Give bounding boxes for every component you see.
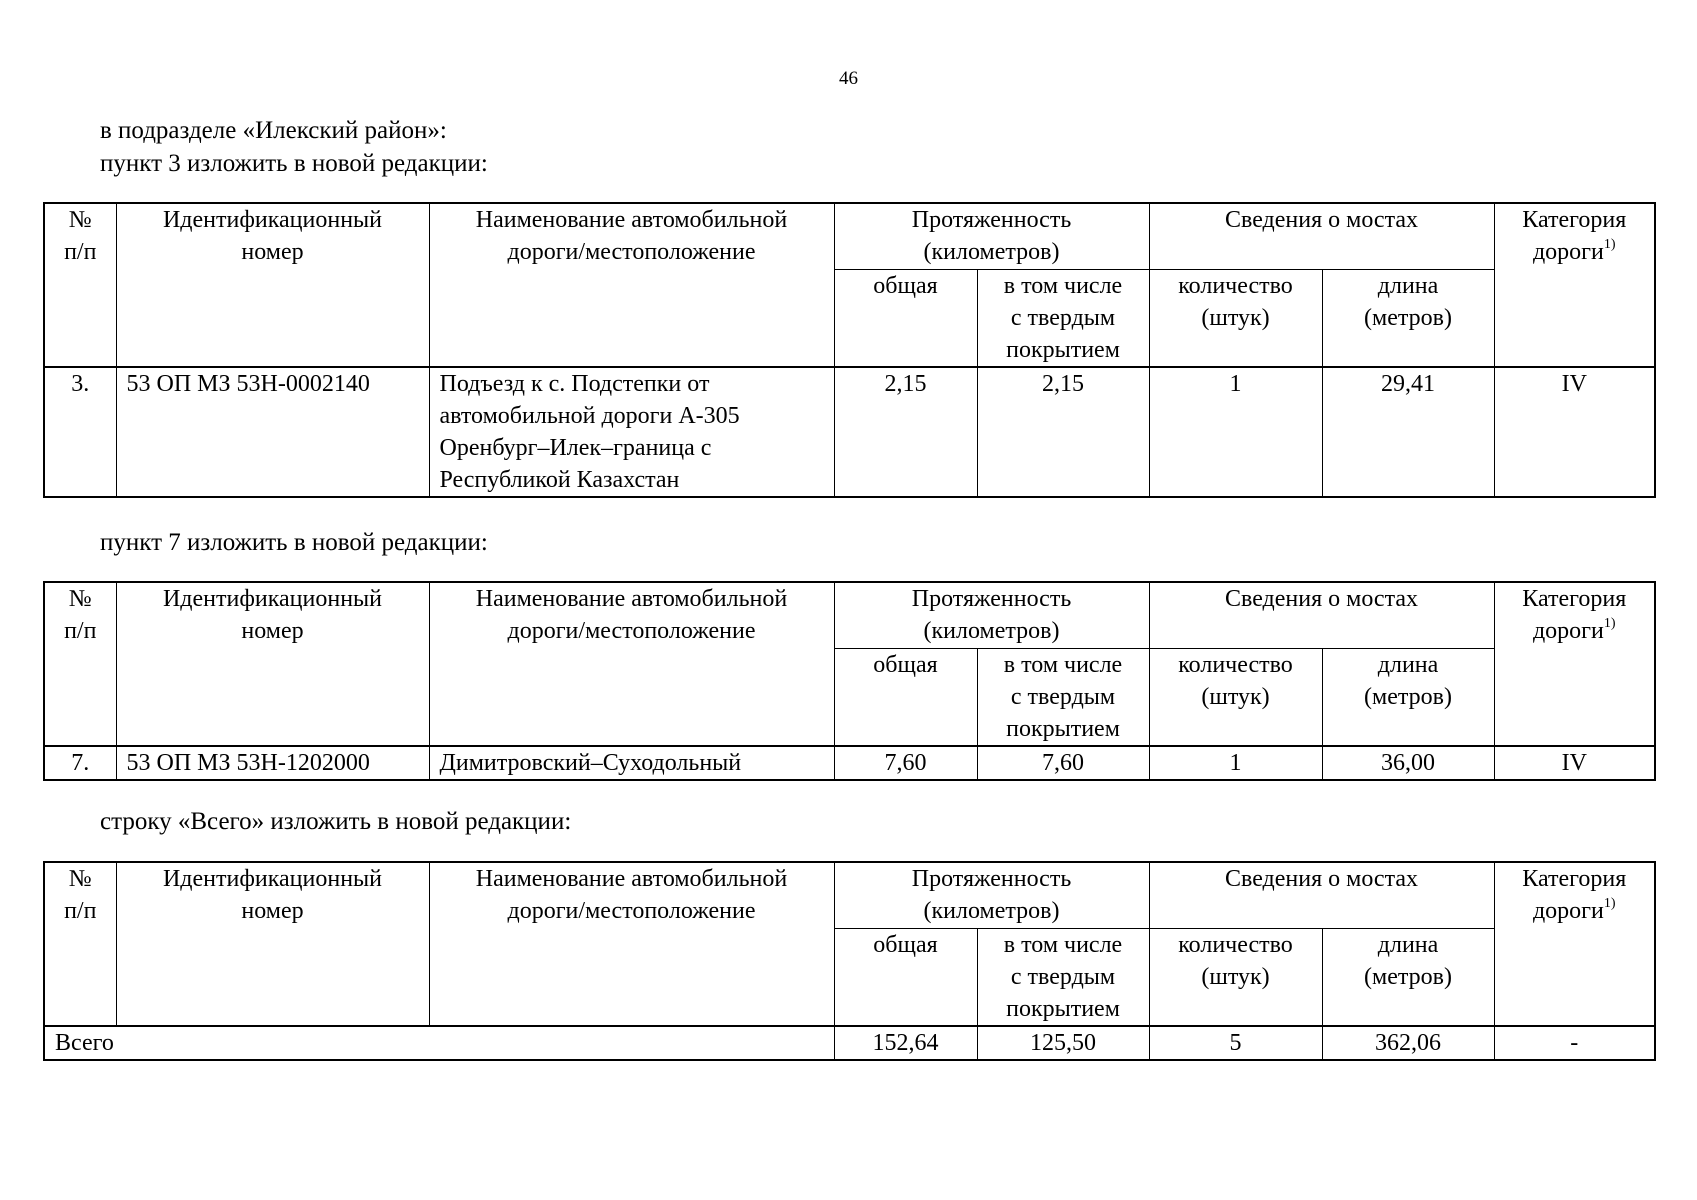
- header-category: Категория дороги$^{1)}$: [1494, 862, 1655, 1026]
- intro-line-2: пункт 3 изложить в новой редакции:: [100, 150, 488, 177]
- header-num: № п/п: [44, 203, 116, 367]
- header-bridges: Сведения о мостах: [1149, 582, 1494, 648]
- page-number: 46: [839, 68, 858, 89]
- table-row: [44, 746, 1655, 780]
- header-road-name: Наименование автомобильной дороги/местоположение: [429, 862, 834, 1026]
- intro-line-1: в подразделе «Илекский район»:: [100, 117, 447, 144]
- row-bridge-length: 29,41: [1322, 367, 1494, 497]
- header-bridge-count: количество (штук): [1149, 928, 1322, 1026]
- header-length-hard: в том числе с твердым покрытием: [977, 928, 1149, 1026]
- header-length: Протяженность (километров): [834, 582, 1149, 648]
- row-id: 53 ОП МЗ 53Н-1202000: [116, 746, 429, 780]
- header-length-hard: в том числе с твердым покрытием: [977, 269, 1149, 367]
- row-bridge-length: 36,00: [1322, 746, 1494, 780]
- header-bridge-length: длина (метров): [1322, 269, 1494, 367]
- header-bridges: Сведения о мостах: [1149, 203, 1494, 269]
- row-category: -: [1494, 1026, 1655, 1060]
- row-length-hard: 7,60: [977, 746, 1149, 780]
- table-row: [44, 367, 1655, 497]
- header-length-total: общая: [834, 648, 977, 746]
- row-num: 7.: [44, 746, 116, 780]
- road-table-item-7: [43, 581, 1656, 781]
- header-bridge-count: количество (штук): [1149, 269, 1322, 367]
- header-length-hard: в том числе с твердым покрытием: [977, 648, 1149, 746]
- row-bridge-count: 5: [1149, 1026, 1322, 1060]
- header-road-name: Наименование автомобильной дороги/местоположение: [429, 582, 834, 746]
- para-total-row: строку «Всего» изложить в новой редакции:: [100, 808, 572, 835]
- row-road-name: Подъезд к с. Подстепки от автомобильной дороги А-305 Оренбург–Илек–граница с Республикой Казахстан: [429, 367, 834, 497]
- table-row-total: [44, 1026, 1655, 1060]
- header-category: Категория дороги$^{1)}$: [1494, 582, 1655, 746]
- header-length: Протяженность (километров): [834, 862, 1149, 928]
- header-bridge-length: длина (метров): [1322, 928, 1494, 1026]
- header-id: Идентификационный номер: [116, 582, 429, 746]
- header-length-total: общая: [834, 269, 977, 367]
- header-id: Идентификационный номер: [116, 203, 429, 367]
- row-category: IV: [1494, 746, 1655, 780]
- row-bridge-count: 1: [1149, 746, 1322, 780]
- footnote-marker: 1): [1603, 896, 1616, 911]
- header-id: Идентификационный номер: [116, 862, 429, 1026]
- row-num: 3.: [44, 367, 116, 497]
- header-num: № п/п: [44, 582, 116, 746]
- header-bridge-count: количество (штук): [1149, 648, 1322, 746]
- row-id: 53 ОП МЗ 53Н-0002140: [116, 367, 429, 497]
- row-length-hard: 2,15: [977, 367, 1149, 497]
- row-length-total: 152,64: [834, 1026, 977, 1060]
- row-total-label: Всего: [44, 1026, 834, 1060]
- road-table-item-3: [43, 202, 1656, 498]
- row-length-hard: 125,50: [977, 1026, 1149, 1060]
- header-category: Категория дороги$^{1)}$: [1494, 203, 1655, 367]
- header-length-total: общая: [834, 928, 977, 1026]
- footnote-marker: 1): [1603, 616, 1616, 631]
- road-table-total: [43, 861, 1656, 1061]
- footnote-marker: 1): [1603, 237, 1616, 252]
- header-road-name: Наименование автомобильной дороги/местоположение: [429, 203, 834, 367]
- row-road-name: Димитровский–Суходольный: [429, 746, 834, 780]
- header-bridge-length: длина (метров): [1322, 648, 1494, 746]
- header-bridges: Сведения о мостах: [1149, 862, 1494, 928]
- header-length: Протяженность (километров): [834, 203, 1149, 269]
- para-item-7: пункт 7 изложить в новой редакции:: [100, 529, 488, 556]
- row-length-total: 7,60: [834, 746, 977, 780]
- row-bridge-count: 1: [1149, 367, 1322, 497]
- header-num: № п/п: [44, 862, 116, 1026]
- row-bridge-length: 362,06: [1322, 1026, 1494, 1060]
- row-length-total: 2,15: [834, 367, 977, 497]
- row-category: IV: [1494, 367, 1655, 497]
